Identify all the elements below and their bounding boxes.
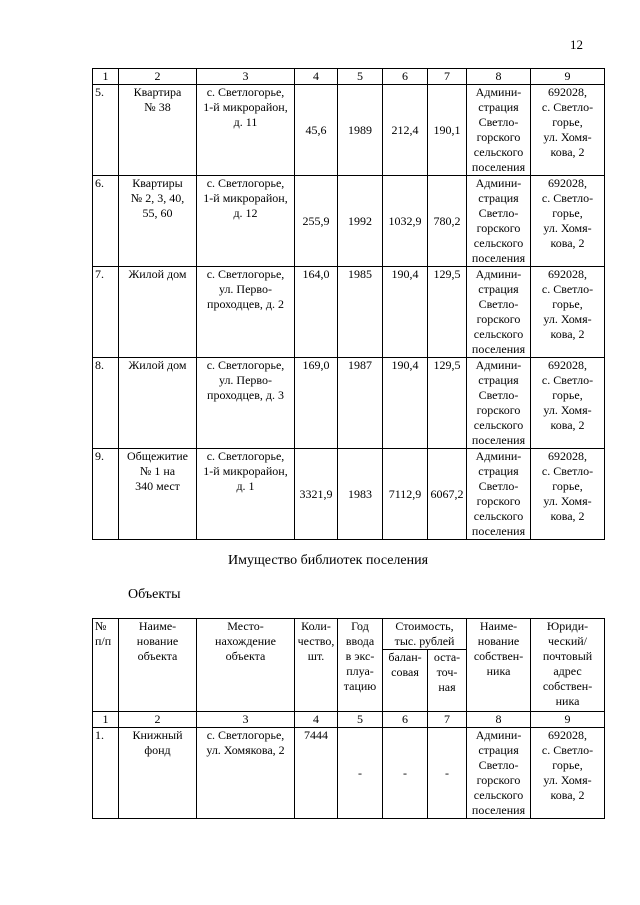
residual-cost: -: [428, 728, 467, 819]
object-year: 1992: [338, 176, 383, 267]
table-row: [93, 728, 605, 819]
table-row: [93, 449, 605, 540]
residual-cost: 6067,2: [428, 449, 467, 540]
object-location: с. Светлогорье, ул. Перво- проходцев, д. 2: [197, 267, 295, 358]
column-number: 8: [467, 69, 531, 85]
section-title: Имущество библиотек поселения: [228, 553, 429, 568]
row-number: 1.: [93, 728, 119, 819]
object-location: с. Светлогорье, 1-й микрорайон, д. 12: [197, 176, 295, 267]
object-name: Книжный фонд: [119, 728, 197, 819]
row-number: 7.: [93, 267, 119, 358]
object-name: Жилой дом: [119, 267, 197, 358]
column-number: 7: [428, 712, 467, 728]
column-number: 4: [295, 712, 338, 728]
column-number: 7: [428, 69, 467, 85]
object-name: Квартира № 38: [119, 85, 197, 176]
header-location: Место- нахождение объекта: [197, 619, 295, 712]
owner-address: 692028, с. Светло- горье, ул. Хомя- кова, 2: [531, 728, 605, 819]
owner-name: Админи- страция Светло- горского сельского поселения: [467, 267, 531, 358]
object-name: Жилой дом: [119, 358, 197, 449]
column-number: 3: [197, 712, 295, 728]
owner-name: Админи- страция Светло- горского сельского поселения: [467, 176, 531, 267]
residual-cost: 190,1: [428, 85, 467, 176]
residual-cost: 780,2: [428, 176, 467, 267]
row-number: 8.: [93, 358, 119, 449]
balance-cost: 190,4: [383, 358, 428, 449]
owner-name: Админи- страция Светло- горского сельского поселения: [467, 85, 531, 176]
object-name: Общежитие № 1 на 340 мест: [119, 449, 197, 540]
header-cost-balance: балан- совая: [383, 650, 428, 712]
page-number: 12: [570, 37, 583, 52]
object-year: 1989: [338, 85, 383, 176]
owner-address: 692028, с. Светло- горье, ул. Хомя- кова, 2: [531, 449, 605, 540]
table-row: [93, 85, 605, 176]
object-area: 3321,9: [295, 449, 338, 540]
column-number: 4: [295, 69, 338, 85]
balance-cost: 7112,9: [383, 449, 428, 540]
owner-name: Админи- страция Светло- горского сельского поселения: [467, 358, 531, 449]
table-header-row: [93, 712, 605, 728]
column-number: 3: [197, 69, 295, 85]
column-number: 6: [383, 712, 428, 728]
object-location: с. Светлогорье, ул. Хомякова, 2: [197, 728, 295, 819]
balance-cost: 190,4: [383, 267, 428, 358]
header-cost-residual: оста- точ- ная: [428, 650, 467, 712]
column-number: 9: [531, 69, 605, 85]
column-number: 9: [531, 712, 605, 728]
column-number: 1: [93, 712, 119, 728]
header-owner: Наиме- нование собствен- ника: [467, 619, 531, 712]
object-year: 1987: [338, 358, 383, 449]
row-number: 5.: [93, 85, 119, 176]
header-year: Год ввода в экс- плуа- тацию: [338, 619, 383, 712]
property-table: [92, 68, 605, 540]
row-number: 6.: [93, 176, 119, 267]
subsection-title: Объекты: [128, 587, 181, 602]
balance-cost: -: [383, 728, 428, 819]
owner-name: Админи- страция Светло- горского сельского поселения: [467, 449, 531, 540]
table-header-row: [93, 69, 605, 85]
object-location: с. Светлогорье, 1-й микрорайон, д. 1: [197, 449, 295, 540]
column-number: 2: [119, 69, 197, 85]
residual-cost: 129,5: [428, 267, 467, 358]
library-property-table: [92, 618, 605, 819]
object-location: с. Светлогорье, ул. Перво- проходцев, д. 3: [197, 358, 295, 449]
header-name: Наиме- нование объекта: [119, 619, 197, 712]
object-quantity: 7444: [295, 728, 338, 819]
table-row: [93, 176, 605, 267]
owner-address: 692028, с. Светло- горье, ул. Хомя- кова, 2: [531, 358, 605, 449]
header-num: № п/п: [93, 619, 119, 712]
object-area: 45,6: [295, 85, 338, 176]
column-number: 1: [93, 69, 119, 85]
header-address: Юриди- ческий/ почтовый адрес собствен- ника: [531, 619, 605, 712]
object-area: 164,0: [295, 267, 338, 358]
column-number: 2: [119, 712, 197, 728]
header-quantity: Коли- чество, шт.: [295, 619, 338, 712]
table-row: [93, 358, 605, 449]
owner-address: 692028, с. Светло- горье, ул. Хомя- кова, 2: [531, 176, 605, 267]
header-cost: Стоимость, тыс. рублей: [383, 619, 467, 650]
table-header-row: [93, 619, 605, 650]
balance-cost: 1032,9: [383, 176, 428, 267]
owner-name: Админи- страция Светло- горского сельского поселения: [467, 728, 531, 819]
table-row: [93, 267, 605, 358]
column-number: 5: [338, 712, 383, 728]
object-year: -: [338, 728, 383, 819]
residual-cost: 129,5: [428, 358, 467, 449]
row-number: 9.: [93, 449, 119, 540]
object-area: 169,0: [295, 358, 338, 449]
column-number: 6: [383, 69, 428, 85]
column-number: 5: [338, 69, 383, 85]
column-number: 8: [467, 712, 531, 728]
object-year: 1983: [338, 449, 383, 540]
object-area: 255,9: [295, 176, 338, 267]
object-location: с. Светлогорье, 1-й микрорайон, д. 11: [197, 85, 295, 176]
owner-address: 692028, с. Светло- горье, ул. Хомя- кова, 2: [531, 267, 605, 358]
object-year: 1985: [338, 267, 383, 358]
owner-address: 692028, с. Светло- горье, ул. Хомя- кова, 2: [531, 85, 605, 176]
object-name: Квартиры № 2, 3, 40, 55, 60: [119, 176, 197, 267]
balance-cost: 212,4: [383, 85, 428, 176]
